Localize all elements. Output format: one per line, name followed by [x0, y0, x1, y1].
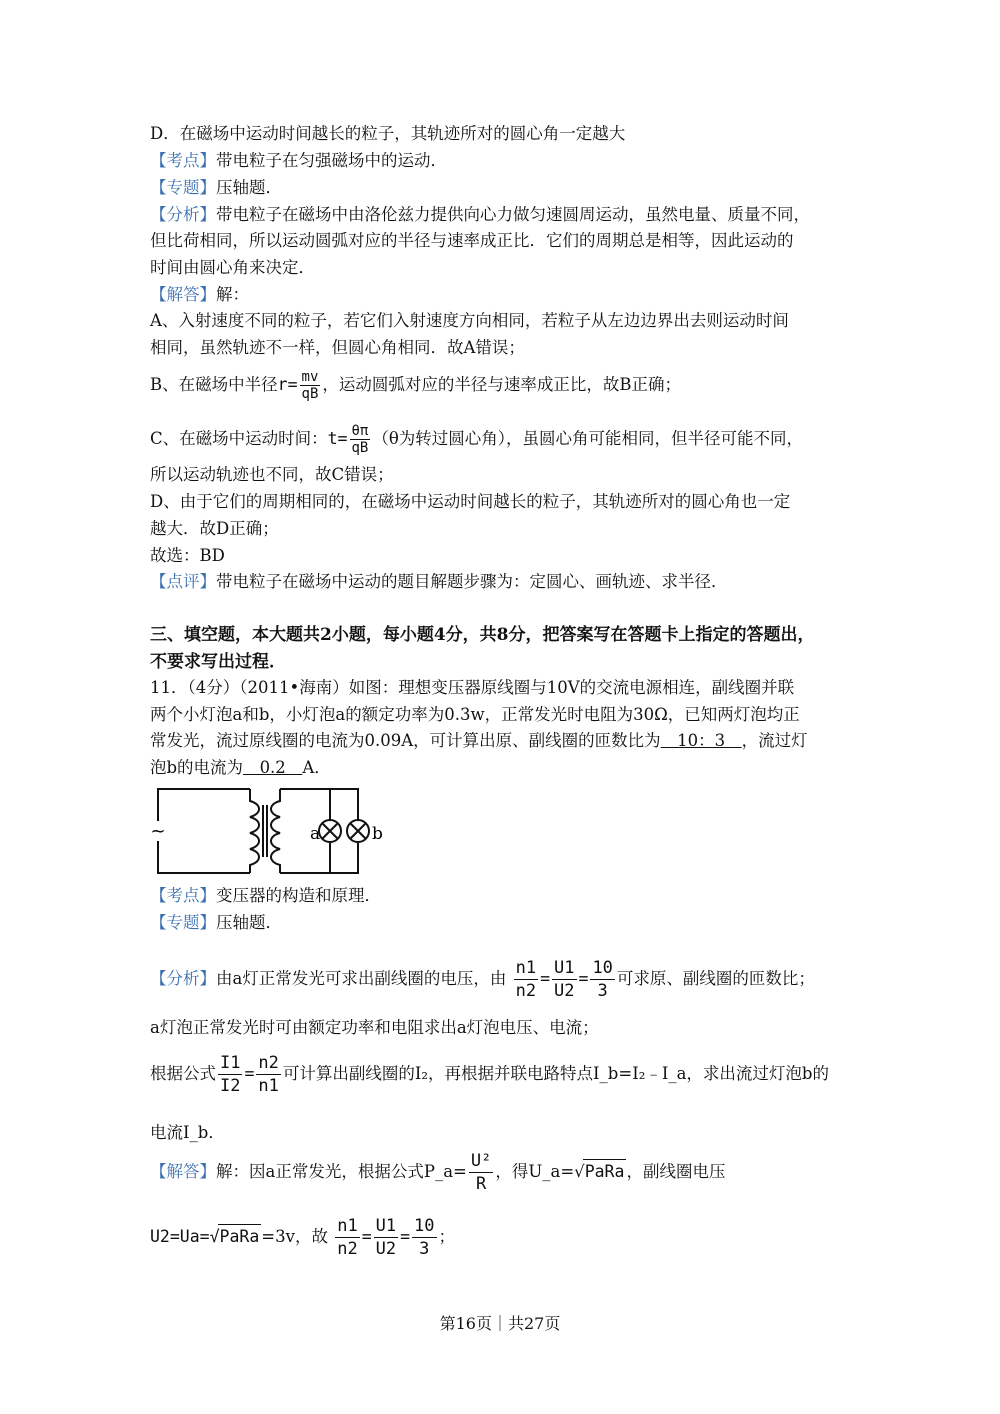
text: 泡b的电流为: [150, 758, 244, 777]
sqrt-pa-ra: PaRa: [218, 1224, 262, 1249]
kaodian-1: [150, 149, 447, 173]
fenxi-1-line3: 时间由圆心角来决定．: [150, 258, 315, 277]
answer-b: [150, 369, 681, 402]
transformer-circuit-diagram: [150, 781, 383, 881]
text: 解：因a正常发光，根据公式P_a=: [216, 1162, 467, 1181]
numerator: 10: [592, 958, 613, 978]
text: ，流过灯: [741, 731, 808, 750]
numerator: U1: [554, 958, 575, 978]
kaodian-2: [150, 884, 381, 908]
denominator: R: [475, 1174, 487, 1194]
answer-blank-1: 10：3: [660, 731, 742, 750]
fraction-n2-n1: [256, 1052, 280, 1097]
denominator: U2: [375, 1239, 397, 1259]
denominator: qB: [301, 386, 319, 402]
denominator: U2: [554, 981, 575, 1001]
fraction-u1-u2: [552, 957, 576, 1002]
answer-a-line1: A、入射速度不同的粒子，若它们入射速度方向相同，若粒子从左边边界出去则运动时间: [150, 311, 789, 330]
denominator: n1: [258, 1076, 279, 1096]
q11-line3: [150, 729, 808, 753]
tag: 【点评】: [150, 572, 216, 591]
tag: 【考点】: [150, 151, 216, 170]
section-heading: 三、填空题，本大题共2小题，每小题4分，共8分，把答案写在答题卡上指定的答题出，: [150, 625, 815, 645]
text: 解：: [216, 285, 249, 304]
text: 常发光，流过原线圈的电流为0.09A，可计算出原、副线圈的匝数比为: [150, 731, 661, 750]
numerator: n2: [258, 1053, 279, 1073]
tag: 【考点】: [150, 886, 216, 905]
answer-d-line2: 越大．故D正确；: [150, 519, 279, 538]
dianping: [150, 570, 728, 594]
answer-blank-2: 0.2: [243, 758, 303, 777]
text: 变压器的构造和原理．: [216, 886, 381, 905]
q11-line1: 11．（4分）（2011•海南）如图：理想变压器原线圈与10V的交流电源相连，副线圈并联: [150, 678, 795, 697]
text: 由a灯正常发光可求出副线圈的电压，由: [216, 969, 507, 988]
fenxi-1-line2: 但比荷相同，所以运动圆弧对应的半径与速率成正比．它们的周期总是相等，因此运动的: [150, 231, 794, 250]
fenxi-2-line3: 根据公式 $\frac{I1}{I2}$ = $\frac{n2}{n1}$ 可计算出副线圈的I₂，再根据并联电路特点I_b=I₂﹣I_a，求出流过灯泡b的: [150, 1053, 829, 1096]
numerator: I1: [220, 1053, 241, 1073]
section-heading-line2: 不要求写出过程．: [150, 652, 286, 672]
formula-t: t=: [327, 429, 348, 448]
numerator: 10: [414, 1216, 435, 1236]
denominator: I2: [220, 1076, 241, 1096]
zhuanti-1: [150, 176, 282, 200]
text: ；: [438, 1227, 456, 1246]
denominator: 3: [597, 981, 608, 1001]
zhuanti-2: [150, 911, 282, 935]
numerator: mv: [301, 369, 319, 385]
text: =3v，故: [261, 1227, 328, 1246]
text: ，运动圆弧对应的半径与速率成正比，故B正确；: [322, 375, 682, 394]
jieda-2: [150, 1150, 725, 1195]
text: C、在磁场中运动时间：: [150, 429, 328, 448]
fenxi-2-line4: 电流I_b．: [150, 1123, 225, 1142]
q11-line4: [150, 756, 331, 780]
ac-source-label: ~: [150, 821, 166, 842]
tag: 【解答】: [150, 1162, 216, 1181]
text: 压轴题．: [216, 178, 282, 197]
fraction-n1-n2: [514, 957, 538, 1002]
tag: 【解答】: [150, 285, 216, 304]
jieda-1: [150, 283, 249, 307]
text: B、在磁场中半径: [150, 375, 278, 394]
numerator: n1: [515, 958, 537, 978]
text: 可求原、副线圈的匝数比；: [616, 969, 815, 988]
denominator: qB: [351, 440, 369, 456]
fraction-10-3: [412, 1215, 436, 1260]
formula-u2: U2=Ua=√: [150, 1227, 220, 1246]
tag: 【专题】: [150, 178, 216, 197]
tag: 【专题】: [150, 913, 216, 932]
tag: 【分析】: [150, 205, 216, 224]
lamp-b-label: b: [372, 824, 383, 844]
text: 带电粒子在磁场中由洛伦兹力提供向心力做匀速圆周运动，虽然电量、质量不同，: [216, 205, 810, 224]
jieda-2-line2: U2=Ua=√PaRa =3v，故 $\frac{n1}{n2}$ = $\frac{U1}{U2}$ = $\frac{10}{3}$ ；: [150, 1216, 456, 1259]
primary-coil: [250, 789, 259, 873]
fraction-10-3: [590, 957, 614, 1002]
fenxi-2: 【分析】由a灯正常发光可求出副线圈的电压，由 $\frac{n1}{n2}$ = $\frac{U1}{U2}$ = $\frac{10}{3}$ 可求原、副线圈的匝数比；: [150, 958, 815, 1001]
fraction-i1-i2: [218, 1052, 242, 1097]
tag: 【分析】: [150, 969, 216, 988]
denominator: 3: [419, 1239, 430, 1259]
denominator: n2: [337, 1239, 358, 1259]
text: 压轴题．: [216, 913, 282, 932]
text: ，副线圈电压: [626, 1162, 726, 1181]
q11-line2: 两个小灯泡a和b，小灯泡a的额定功率为0.3w，正常发光时电阻为30Ω，已知两灯泡均正: [150, 705, 800, 724]
numerator: n1: [337, 1216, 358, 1236]
denominator: n2: [515, 981, 537, 1001]
fraction-n1-n2: [335, 1215, 359, 1260]
answer-d-line1: D、由于它们的周期相同的，在磁场中运动时间越长的粒子，其轨迹所对的圆心角也一定: [150, 492, 791, 511]
numerator: θπ: [351, 423, 369, 439]
numerator: U²: [470, 1151, 492, 1171]
answer-a-line2: 相同，虽然轨迹不一样，但圆心角相同．故A错误；: [150, 338, 525, 357]
fraction-mv-qb: [300, 369, 321, 402]
secondary-coil: [271, 789, 280, 873]
answer-c: [150, 423, 803, 456]
text: ，得U_a=√: [495, 1162, 585, 1181]
text: 可计算出副线圈的I₂，再根据并联电路特点I_b=I₂﹣I_a，求出流过灯泡b的: [282, 1064, 829, 1083]
choice: 故选：BD: [150, 546, 225, 565]
numerator: U1: [375, 1216, 397, 1236]
fenxi-2-line2: a灯泡正常发光时可由额定功率和电阻求出a灯泡电压、电流；: [150, 1018, 599, 1037]
primary-wire: [158, 789, 250, 873]
answer-c-line2: 所以运动轨迹也不同，故C错误；: [150, 465, 394, 484]
text: 带电粒子在磁场中运动的题目解题步骤为：定圆心、画轨迹、求半径．: [216, 572, 728, 591]
fraction-u2-r: [469, 1150, 493, 1195]
page-footer: 第16页｜共27页: [439, 1314, 561, 1333]
text: （θ为转过圆心角），虽圆心角可能相同，但半径可能不同，: [372, 429, 804, 448]
lamp-a-label: a: [310, 824, 321, 844]
text: 根据公式: [150, 1064, 216, 1083]
fraction-theta-pi: [350, 423, 371, 456]
option-d: D．在磁场中运动时间越长的粒子，其轨迹所对的圆心角一定越大: [150, 124, 626, 143]
formula-r: r=: [277, 375, 298, 394]
text: A．: [302, 758, 331, 777]
sqrt-pa-ra: PaRa: [583, 1159, 627, 1184]
fenxi-1: [150, 203, 810, 227]
fraction-u1-u2: [374, 1215, 398, 1260]
text: 带电粒子在匀强磁场中的运动．: [216, 151, 447, 170]
